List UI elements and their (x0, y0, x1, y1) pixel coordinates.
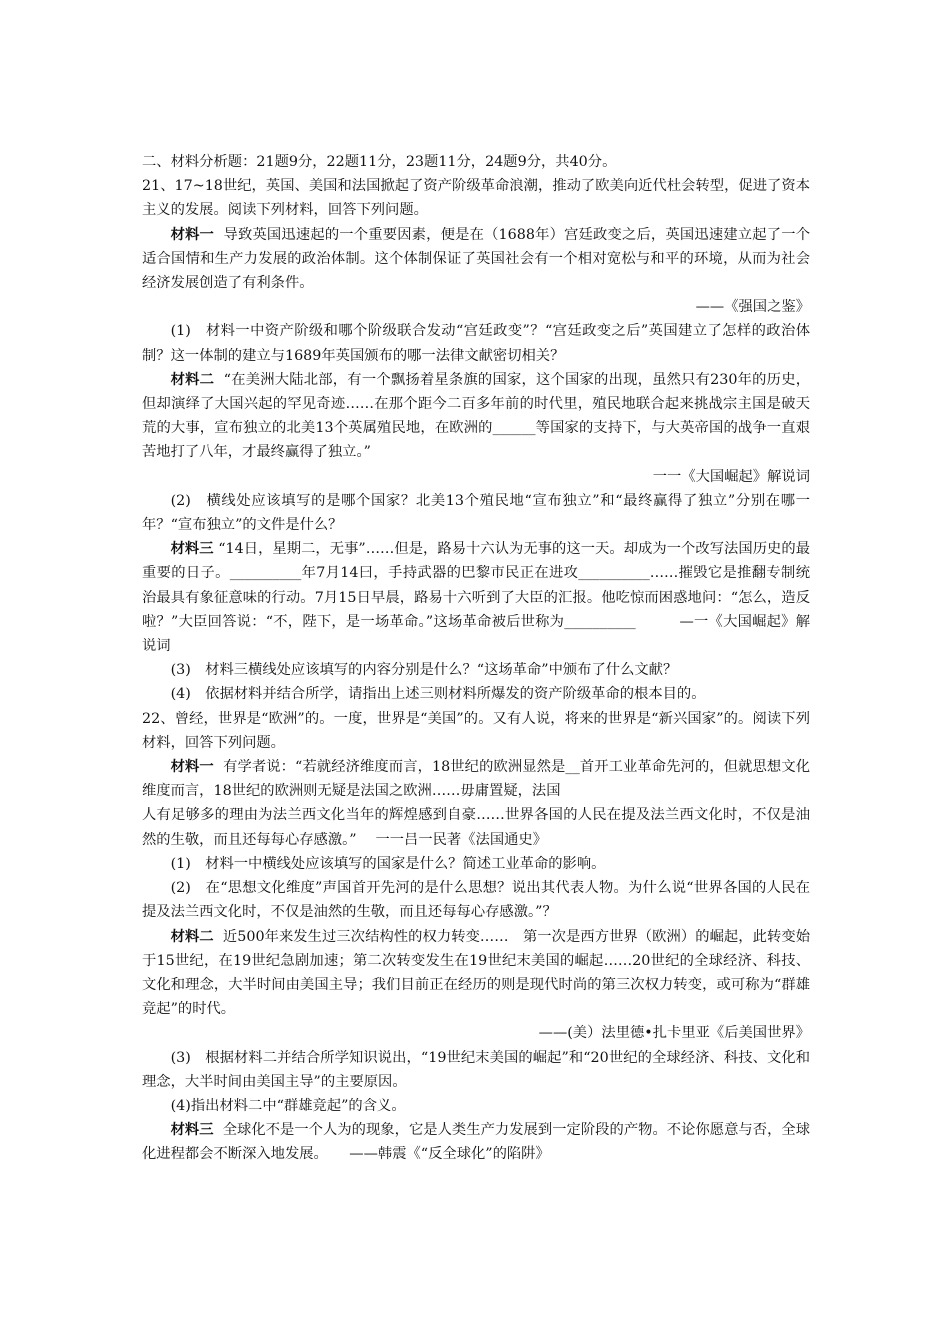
exam-page (142, 150, 810, 1167)
material-4 (142, 755, 810, 803)
question-21-1: (1) 材料一中资产阶级和哪个阶级联合发动“宫廷政变”？“宫廷政变之后”英国建立了怎样的政治体制？这一体制的建立与1689年英国颁布的哪一法律文献密切相关？ (142, 323, 810, 364)
section-heading: 二、材料分析题：21题9分，22题11分，23题11分，24题9分，共40分。 (142, 154, 617, 170)
question-21-3: (3) 材料三横线处应该填写的内容分别是什么？“这场革命”中颁布了什么文献？ (170, 662, 678, 679)
material-label: 材料一 (170, 759, 214, 776)
question-22-3: (3) 根据材料二并结合所学知识说出，“19世纪末美国的崛起”和“20世纪的全球经济、科技、文化和理念，大半时间由美国主导”的主要原因。 (142, 1049, 810, 1090)
question-22-2: (2) 在“思想文化维度”声国首开先河的是什么思想？说出其代表人物。为什么说“世界各国的人民在提及法兰西文化时，不仅是油然的生敬，而且还每每心存感激。”？ (142, 880, 810, 921)
material-text: 导致英国迅速起的一个重要因素，便是在（1688年）宫廷政变之后，英国迅速建立起了一个适合国情和生产力发展的政治体制。这个体制保证了英国社会有一个相对宽松与和平的环境，从而为社会经济发展创造了有利条件。 (142, 226, 810, 292)
material-3 (142, 537, 810, 658)
material-6 (142, 1118, 810, 1166)
material-1 (142, 223, 810, 296)
material-text: 近500年来发生过三次结构性的权力转变…… 第一次是西方世界（欧洲）的崛起，此转变始于15世纪，在19世纪急剧加速；第二次转变发生在19世纪末美国的崛起……20世纪的全球经济、科技、文化和理念，大半时间由美国主导；我们目前正在经历的则是现代时尚的第三次权力转变，或可称为“群雄竞起”的时代。 (142, 928, 811, 1018)
question-22-1: (1) 材料一中横线处应该填写的国家是什么？简述工业革命的影响。 (170, 855, 606, 872)
material-source: ——(美）法里德•扎卡里亚《后美国世界》 (538, 1025, 810, 1042)
material-label: 材料二 (170, 928, 214, 945)
material-label: 材料一 (170, 226, 215, 243)
question-21-intro: 21、17~18世纪，英国、美国和法国掀起了资产阶级革命浪潮，推动了欧美向近代杜会转型，促进了资本主义的发展。阅读下列材料，回答下列问题。 (142, 178, 810, 219)
material-5 (142, 925, 810, 1022)
material-source: ——《强国之鉴》 (695, 299, 810, 316)
material-text: “在美洲大陆北部，有一个飘扬着星条旗的国家，这个国家的出现，虽然只有230年的历史，但却演绎了大国兴起的罕见奇迹……在那个距今二百多年前的时代里，殖民地联合起来挑战宗主国是破天荒的大事，宣布独立的北美13个英属殖民地，在欧洲的______等国家的支持下，与大英帝国的战争一直艰苦地打了八年，才最终赢得了独立。” (142, 371, 811, 461)
material-2 (142, 368, 810, 465)
material-text: 有学者说：“若就经济维度而言，18世纪的欧洲显然是__首开工业革命先河的，但就思想文化维度而言，18世纪的欧洲则无疑是法国之欧洲……毋庸置疑，法国 (142, 759, 811, 800)
question-22-4: (4)指出材料二中“群雄竞起”的含义。 (170, 1097, 406, 1114)
material-label: 材料三 (170, 541, 214, 558)
material-text: “14日，星期二，无事”……但是，路易十六认为无事的这一天。却成为一个改写法国历史的最重要的日子。__________年7月14曰，手持武器的巴黎市民正在进攻__________……摧毁它是推翻专制统治最具有象征意味的行动。7月15日早晨，路易十六听到了大臣的汇报。他吃惊而困惑地问：“怎么，造反啦？”大臣回答说：“不，陛下，是一场革命。”这场革命被后世称为__________ —一《大国崛起》解说词 (142, 541, 811, 655)
question-21-4: (4) 依据材料并结合所学，请指出上述三则材料所爆发的资产阶级革命的根本目的。 (170, 686, 706, 703)
material-4-continued: 人有足够多的理由为法兰西文化当年的辉煌感到自豪……世界各国的人民在提及法兰西文化时，不仅是油然的生敬，而且还每每心存感激。” 一一吕一民著《法国通史》 (142, 807, 810, 848)
material-label: 材料二 (170, 371, 215, 388)
material-text: 全球化不是一个人为的现象，它是人类生产力发展到一定阶段的产物。不论你愿意与否，全球化进程都会不断深入地发展。 ——韩震《“反全球化”的陷阱》 (142, 1122, 811, 1163)
material-label: 材料三 (170, 1122, 214, 1139)
material-source: 一一《大国崛起》解说词 (652, 468, 810, 485)
question-21-2: (2) 横线处应该填写的是哪个国家？北美13个殖民地“宣布独立”和“最终赢得了独立”分别在哪一年？“宣布独立”的文件是什么？ (142, 492, 810, 534)
question-22-intro: 22、曾经，世界是“欧洲”的。一度，世界是“美国”的。又有人说，将来的世界是“新兴国家”的。阅读下列材料，回答下列问题。 (142, 710, 810, 751)
